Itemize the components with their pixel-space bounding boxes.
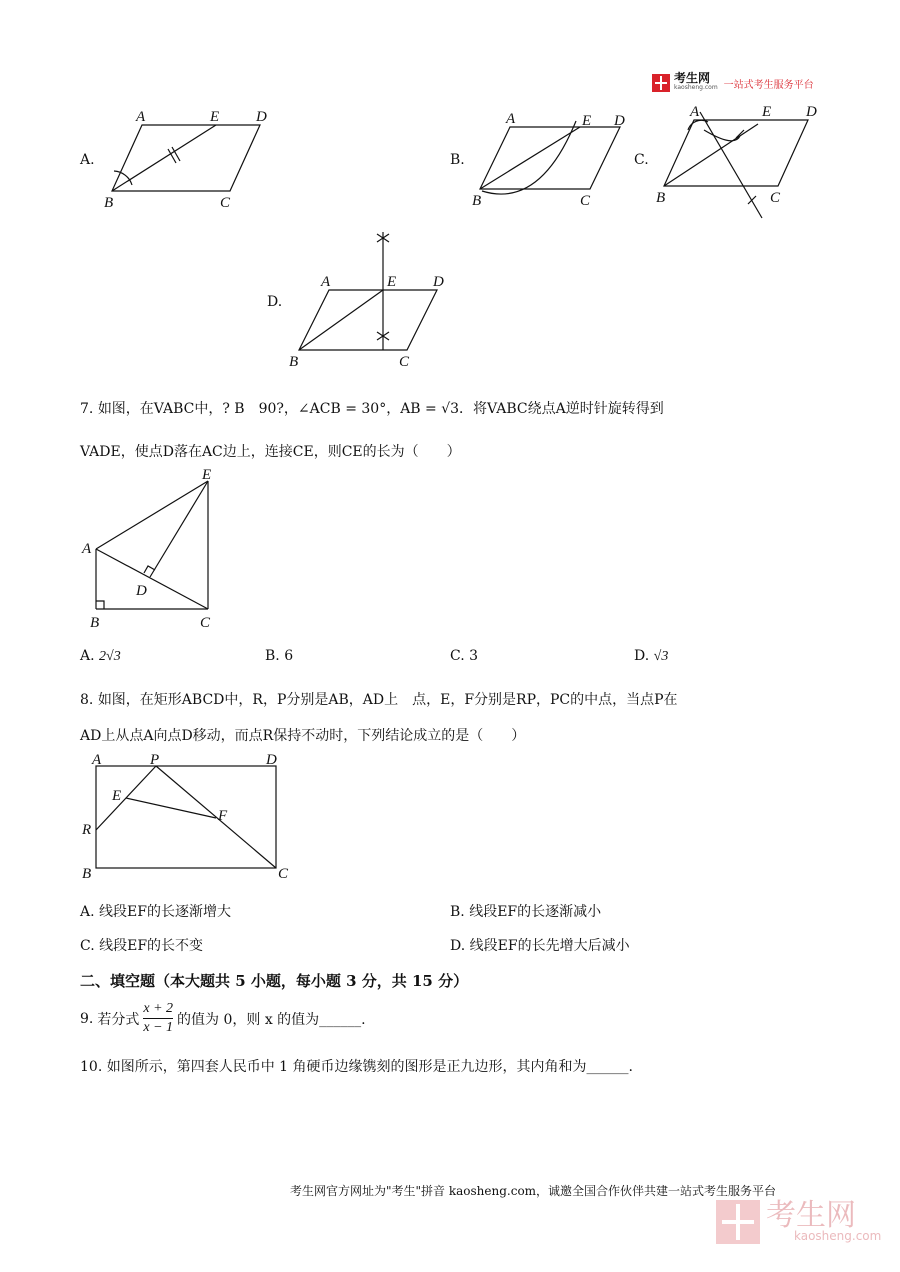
point-d: D bbox=[806, 104, 817, 120]
point-d: D bbox=[136, 583, 147, 599]
segment-ef bbox=[126, 798, 216, 818]
section-heading: 二、填空题（本大题共 5 小题，每小题 3 分，共 15 分） bbox=[80, 972, 469, 990]
point-c: C bbox=[278, 866, 289, 882]
q10 bbox=[80, 1056, 633, 1076]
point-d: D bbox=[614, 113, 625, 129]
q7-stem-line1: 如图，在VABC中，? B 90?，∠ACB = 30°，AB = √3．将VABC绕点A逆时针旋转得到 bbox=[97, 401, 664, 417]
point-d: D bbox=[266, 752, 277, 768]
point-r: R bbox=[82, 822, 92, 838]
point-b: B bbox=[472, 193, 482, 209]
point-b: B bbox=[90, 615, 100, 631]
point-b: B bbox=[289, 354, 299, 370]
point-a: A bbox=[82, 541, 92, 557]
q9-suffix: 的值为 0，则 x 的值为______. bbox=[177, 1011, 366, 1028]
point-e: E bbox=[112, 788, 122, 804]
q10-text: 如图所示，第四套人民币中 1 角硬币边缘镌刻的图形是正九边形，其内角和为______. bbox=[106, 1059, 633, 1075]
q9-prefix: 若分式 bbox=[97, 1011, 140, 1028]
parallelogram bbox=[299, 290, 437, 350]
q7-line2: VADE，使点D落在AC边上，连接CE，则CE的长为（ ） bbox=[80, 444, 461, 460]
q8-line2: AD上从点A向点D移动，而点R保持不动时，下列结论成立的是（ ） bbox=[80, 728, 526, 744]
point-b: B bbox=[104, 195, 114, 211]
q6-option-d-label: D. bbox=[267, 294, 283, 310]
q9-number: 9. bbox=[80, 1010, 94, 1027]
watermark-sub: kaosheng.com bbox=[794, 1229, 882, 1243]
logo-icon bbox=[652, 74, 670, 92]
q8-option-c: C. 线段EF的长不变 bbox=[80, 938, 204, 954]
q7-option-a: A. 2√3 bbox=[80, 648, 121, 664]
point-c: C bbox=[770, 190, 781, 206]
q6-figure-a bbox=[100, 105, 280, 215]
q6-option-c-label: C. bbox=[634, 152, 649, 168]
watermark-brand: 考生网 bbox=[766, 1198, 856, 1233]
parallelogram bbox=[112, 125, 260, 191]
point-f: F bbox=[218, 808, 228, 824]
point-d: D bbox=[256, 109, 267, 125]
point-c: C bbox=[580, 193, 591, 209]
point-a: A bbox=[136, 109, 146, 125]
segment-pc bbox=[156, 766, 276, 868]
q6-figure-b bbox=[470, 105, 640, 215]
segment-be bbox=[299, 290, 383, 350]
segment-ae bbox=[96, 481, 208, 549]
point-c: C bbox=[200, 615, 211, 631]
q8-figure bbox=[80, 752, 300, 887]
header-logo bbox=[652, 72, 814, 94]
point-e: E bbox=[387, 274, 397, 290]
point-a: A bbox=[92, 752, 102, 768]
point-a: A bbox=[690, 104, 700, 120]
q9-numerator: x + 2 bbox=[143, 1001, 174, 1016]
point-p: P bbox=[150, 752, 160, 768]
logo-brand-sub: kaosheng.com bbox=[674, 84, 718, 91]
q7-option-b: B. 6 bbox=[265, 648, 294, 664]
q7-option-d: D. √3 bbox=[634, 648, 669, 664]
segment-ac bbox=[96, 549, 208, 609]
logo-slogan: 一站式考生服务平台 bbox=[723, 79, 814, 91]
point-e: E bbox=[762, 104, 772, 120]
q8-option-a: A. 线段EF的长逐渐增大 bbox=[80, 904, 231, 920]
arc-compass bbox=[482, 121, 576, 194]
q6-figure-c bbox=[652, 100, 832, 225]
q8-stem-line1: 如图，在矩形ABCD中，R，P分别是AB，AD上 点，E，F分别是RP，PC的中点，当点P在 bbox=[97, 692, 678, 708]
point-d: D bbox=[433, 274, 444, 290]
footer-text: 考生网官方网址为"考生"拼音 kaosheng.com，诚邀全国合作伙伴共建一站式考生服务平台 bbox=[290, 1184, 777, 1198]
q9 bbox=[80, 1000, 366, 1037]
q9-fraction bbox=[143, 1000, 173, 1037]
point-e: E bbox=[582, 113, 592, 129]
q6-option-a-label: A. bbox=[80, 152, 95, 168]
logo-brand: 考生网 bbox=[674, 71, 711, 85]
watermark-logo-icon bbox=[716, 1200, 760, 1244]
arc-a bbox=[688, 120, 708, 130]
point-c: C bbox=[220, 195, 231, 211]
point-a: A bbox=[321, 274, 331, 290]
q8-option-b: B. 线段EF的长逐渐减小 bbox=[450, 904, 602, 920]
q6-option-b-label: B. bbox=[450, 152, 465, 168]
q8-option-d: D. 线段EF的长先增大后减小 bbox=[450, 938, 630, 954]
q10-number: 10. bbox=[80, 1059, 103, 1075]
watermark bbox=[716, 1200, 881, 1244]
arc-b bbox=[114, 171, 132, 185]
point-a: A bbox=[506, 111, 516, 127]
right-angle-b bbox=[96, 601, 104, 609]
q7-number: 7. bbox=[80, 401, 94, 417]
segment-ed bbox=[150, 481, 208, 577]
point-b: B bbox=[656, 190, 666, 206]
point-b: B bbox=[82, 866, 92, 882]
parallelogram bbox=[480, 127, 620, 189]
point-e: E bbox=[210, 109, 220, 125]
q7-line1 bbox=[80, 398, 664, 418]
q9-denominator: x − 1 bbox=[143, 1020, 174, 1035]
q8-number: 8. bbox=[80, 692, 94, 708]
point-e: E bbox=[202, 467, 212, 483]
q7-figure bbox=[80, 465, 230, 635]
q7-option-c: C. 3 bbox=[450, 648, 479, 664]
parallelogram bbox=[664, 120, 808, 186]
q8-line1 bbox=[80, 689, 678, 709]
rectangle-abcd bbox=[96, 766, 276, 868]
q6-figure-d bbox=[285, 228, 455, 378]
point-c: C bbox=[399, 354, 410, 370]
